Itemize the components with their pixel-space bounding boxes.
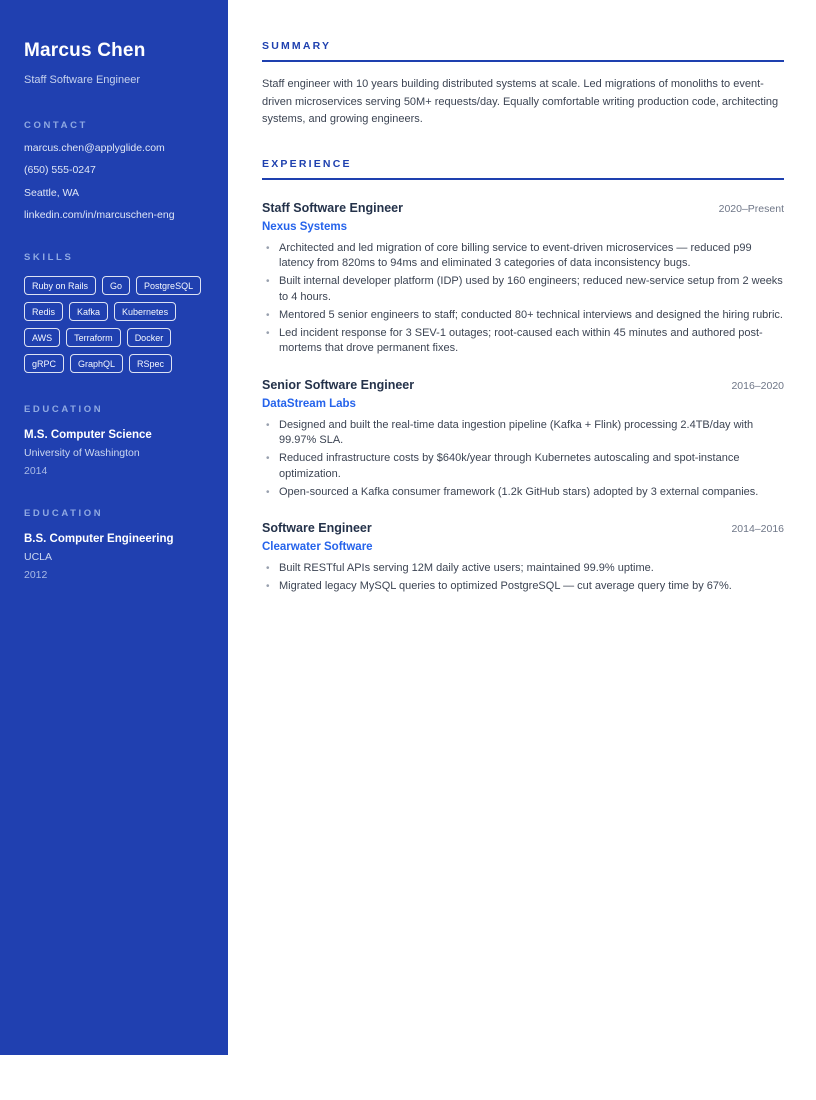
skill-pill: Terraform [66,328,121,347]
skill-pill: PostgreSQL [136,276,201,295]
contact-phone: (650) 555-0247 [24,164,96,176]
contact-linkedin: linkedin.com/in/marcuschen-eng [24,209,175,221]
bullet-item: • Mentored 5 senior engineers to staff; conducted 80+ technical interviews and designed the hiring rubric. [262,308,784,324]
bullet-item: • Migrated legacy MySQL queries to optimized PostgreSQL — cut average query time by 67%. [262,579,784,595]
contact-heading: CONTACT [24,120,88,131]
summary-heading: SUMMARY [262,40,784,62]
skill-pill: gRPC [24,354,64,373]
skill-pill: Ruby on Rails [24,276,96,295]
bullet-item: • Open-sourced a Kafka consumer framework (1.2k GitHub stars) adopted by 3 external companies. [262,485,784,501]
candidate-title: Staff Software Engineer [24,74,140,86]
skill-pill: RSpec [129,354,172,373]
contact-section [24,120,214,221]
job-entry [262,521,784,595]
job-title: Software Engineer [262,521,372,535]
bullet-item: • Reduced infrastructure costs by $640k/year through Kubernetes autoscaling and spot-instance optimization. [262,451,784,482]
education-block [24,508,214,581]
job-entry [262,378,784,501]
job-bullets [262,241,784,357]
education-year: 2012 [24,569,48,581]
skill-pill: Docker [127,328,172,347]
skills-heading: SKILLS [24,252,74,263]
education-block [24,404,214,477]
job-head [262,378,784,392]
job-head [262,521,784,535]
company-name: Clearwater Software [262,541,373,553]
experience-heading: EXPERIENCE [262,158,784,180]
main-content [228,0,816,595]
contact-email: marcus.chen@applyglide.com [24,141,165,154]
skill-pill: Go [102,276,130,295]
bullet-item: • Built RESTful APIs serving 12M daily active users; maintained 99.9% uptime. [262,561,784,577]
job-title: Staff Software Engineer [262,200,403,215]
education-school: University of Washington [24,447,140,459]
skill-pill: GraphQL [70,354,123,373]
skill-pill-list [24,276,210,373]
company-name: DataStream Labs [262,397,356,410]
job-dates: 2016–2020 [731,379,784,392]
job-head [262,201,784,215]
summary-text: Staff engineer with 10 years building distributed systems at scale. Led migrations of monoliths to event-driven microservices serving 50M+ requests/day. Equally comfortable writing production code, architecting systems, and growing engineers. [262,78,779,125]
job-bullets [262,561,784,595]
education-heading: EDUCATION [24,404,104,415]
job-dates: 2020–Present [718,202,784,215]
education-degree: B.S. Computer Engineering [24,533,174,545]
skill-pill: AWS [24,328,60,347]
experience-section [262,158,784,595]
job-entry [262,201,784,357]
job-bullets [262,418,784,501]
bullet-item: • Architected and led migration of core billing service to event-driven microservices — reduced p99 latency from 820ms to 94ms and eliminated 3 categories of data inconsistency bugs. [262,241,784,272]
bullet-item: • Built internal developer platform (IDP) used by 160 engineers; reduced new-service setup from 2 weeks to 4 hours. [262,274,784,305]
bullet-item: • Led incident response for 3 SEV-1 outages; root-caused each within 45 minutes and authored post-mortems that drove permanent fixes. [262,326,784,357]
job-dates: 2014–2016 [731,523,784,535]
skill-pill: Redis [24,302,63,321]
summary-section [262,40,784,129]
education-school: UCLA [24,551,53,563]
job-title: Senior Software Engineer [262,377,415,392]
education-heading: EDUCATION [24,508,104,519]
skill-pill: Kubernetes [114,302,176,321]
candidate-name: Marcus Chen [24,40,146,61]
sidebar [0,0,228,1055]
education-year: 2014 [24,465,48,477]
company-name: Nexus Systems [262,220,348,233]
education-degree: M.S. Computer Science [24,429,152,441]
skill-pill: Kafka [69,302,108,321]
contact-location: Seattle, WA [24,186,80,199]
bullet-item: • Designed and built the real-time data ingestion pipeline (Kafka + Flink) processing 2.4TB/day with 99.97% SLA. [262,418,784,449]
skills-section [24,252,214,373]
